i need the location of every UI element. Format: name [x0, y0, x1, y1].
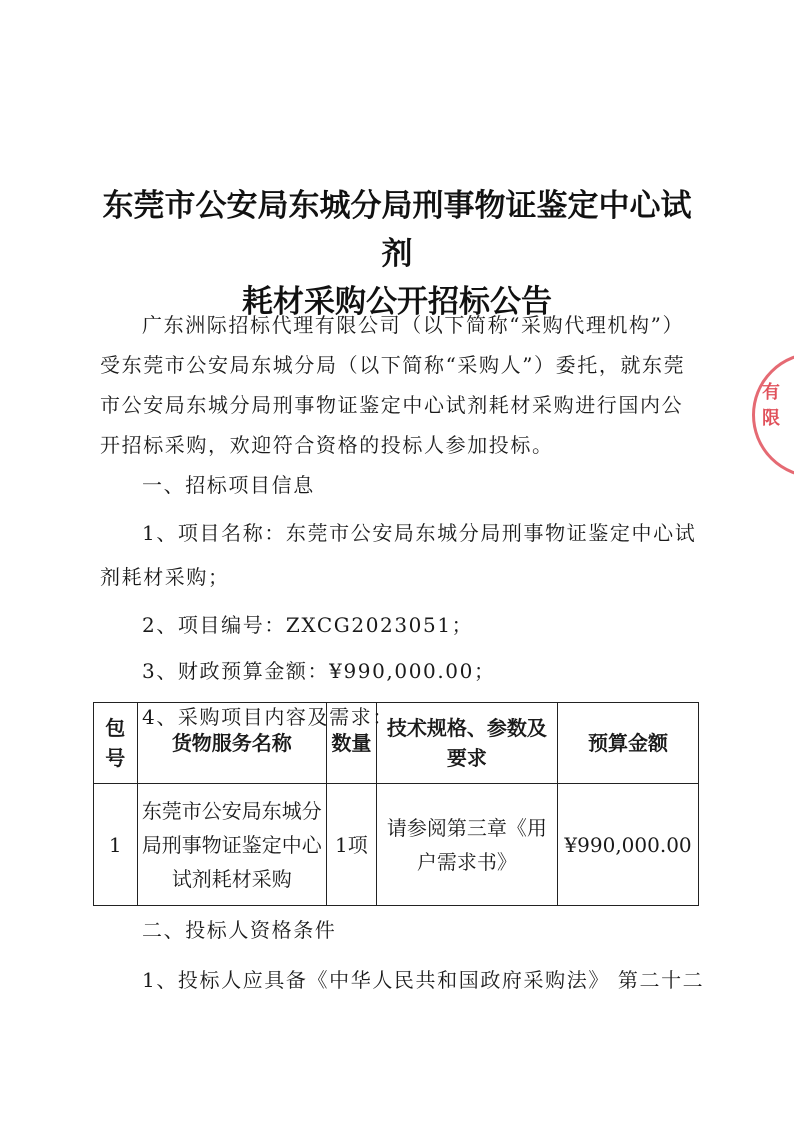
header-quantity: 数量: [327, 703, 377, 784]
cell-goods: 东莞市公安局东城分局刑事物证鉴定中心试剂耗材采购: [137, 784, 327, 906]
cell-spec: 请参阅第三章《用户需求书》: [376, 784, 557, 906]
qualification-item-1: 1、投标人应具备《中华人民共和国政府采购法》 第二十二: [142, 968, 705, 992]
budget-amount: 3、财政预算金额：¥990,000.00；: [142, 659, 496, 683]
header-spec: 技术规格、参数及要求: [376, 703, 557, 784]
requirements-table: [93, 702, 699, 906]
intro-line-4: 开招标采购，欢迎符合资格的投标人参加投标。: [100, 433, 554, 457]
project-name-line-1: 1、项目名称：东莞市公安局东城分局刑事物证鉴定中心试: [142, 521, 697, 545]
project-number: 2、项目编号：ZXCG2023051；: [142, 613, 474, 637]
seal-text: 有限: [762, 382, 780, 429]
intro-line-3: 市公安局东城分局刑事物证鉴定中心试剂耗材采购进行国内公: [100, 393, 684, 417]
section-2-heading: 二、投标人资格条件: [142, 918, 337, 942]
title-line-2: 耗材采购公开招标公告: [242, 284, 552, 320]
table-row: [94, 784, 699, 906]
header-goods: 货物服务名称: [137, 703, 327, 784]
procurement-content: 4、采购项目内容及需求：: [142, 705, 394, 729]
table-header-row: [94, 703, 699, 784]
header-package: 包号: [94, 703, 138, 784]
intro-paragraph: [100, 305, 700, 465]
section-1: [100, 465, 700, 737]
cell-budget: ¥990,000.00: [558, 784, 699, 906]
intro-line-2: 受东莞市公安局东城分局（以下简称“采购人”）委托，就东莞: [100, 353, 686, 377]
cell-quantity: 1项: [327, 784, 377, 906]
project-name-line-2: 剂耗材采购；: [100, 565, 230, 589]
intro-line-1: 广东洲际招标代理有限公司（以下简称“采购代理机构”）: [142, 313, 685, 337]
section-2: [100, 910, 705, 1000]
section-1-heading: 一、招标项目信息: [142, 473, 315, 497]
cell-package: 1: [94, 784, 138, 906]
title-line-1: 东莞市公安局东城分局刑事物证鉴定中心试剂: [102, 188, 692, 272]
header-budget: 预算金额: [558, 703, 699, 784]
